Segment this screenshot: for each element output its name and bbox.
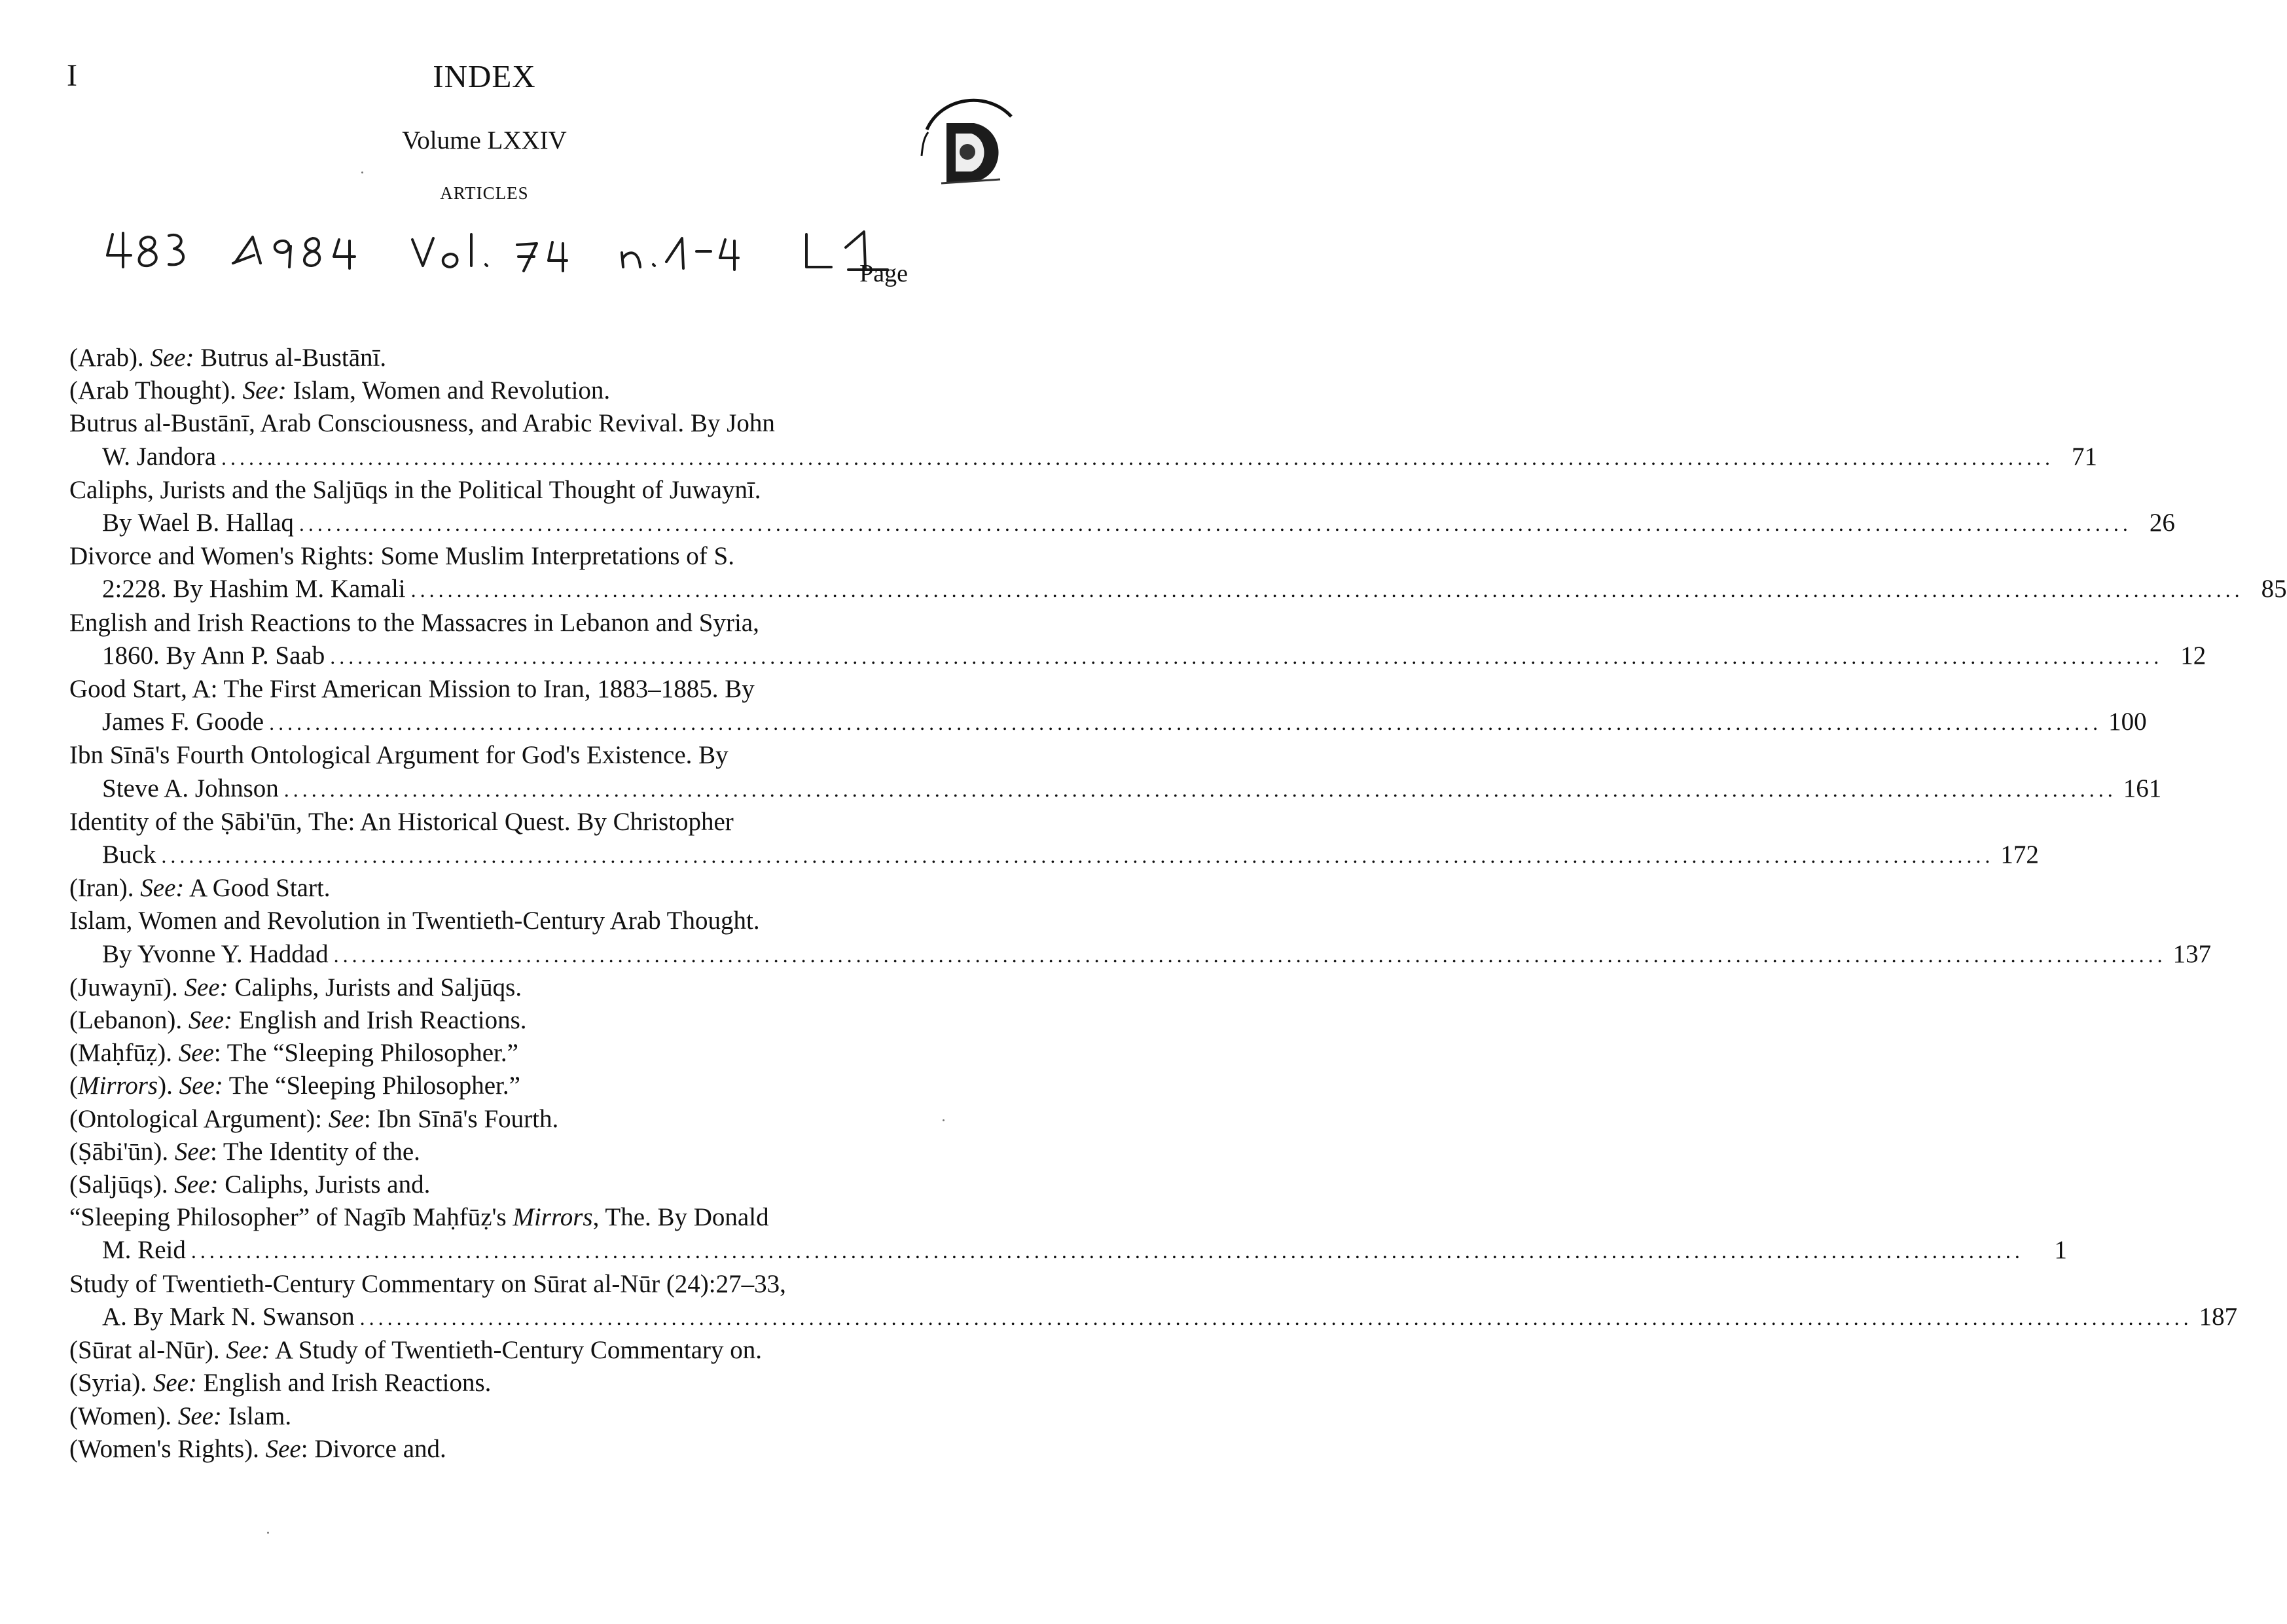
- entry-subject: (Women's Rights).: [69, 1434, 266, 1463]
- page-number: I: [67, 58, 77, 93]
- article-entry: [69, 905, 2212, 971]
- entry-subject: (Iran).: [69, 874, 141, 903]
- article-title: Ibn Sīnā's Fourth Ontological Argument for God's Existence. By: [69, 741, 729, 770]
- entry-subject: (Juwaynī).: [69, 973, 185, 1001]
- page-number-ref: 161: [2123, 774, 2162, 803]
- cross-reference-entry: [69, 1103, 915, 1136]
- page-number-ref: 172: [2000, 840, 2039, 869]
- see-label: See: [174, 1137, 210, 1166]
- entry-subject: (Arab Thought).: [69, 376, 243, 405]
- see-label: See:: [174, 1170, 219, 1199]
- library-stamp-logo: [915, 84, 1011, 208]
- page-number-ref: 137: [2172, 939, 2212, 968]
- entry-subject: (Sūrat al-Nūr).: [69, 1336, 226, 1365]
- page-number-ref: 26: [2149, 509, 2175, 537]
- article-entry: [69, 474, 2175, 540]
- entry-subject: (Maḥfūẓ).: [69, 1039, 179, 1068]
- cross-reference-entry: [69, 1070, 915, 1102]
- page-title: INDEX: [433, 58, 536, 94]
- article-title: English and Irish Reactions to the Massacres in Lebanon and Syria,: [69, 608, 759, 637]
- article-author: James F. Goode: [102, 708, 264, 736]
- page-column-label: Page: [859, 260, 908, 287]
- page-number-ref: 100: [2108, 708, 2147, 736]
- article-author: 2:228. By Hashim M. Kamali: [102, 575, 406, 604]
- see-label: See:: [242, 376, 287, 405]
- cross-reference-entry: [69, 1136, 915, 1168]
- entry-subject: (Lebanon).: [69, 1006, 189, 1035]
- article-entry: [69, 739, 2162, 805]
- scan-speck: [943, 1119, 945, 1121]
- dot-leader: ........................................................................................................................................................................................................: [161, 844, 1994, 868]
- article-title: Good Start, A: The First American Mission to Iran, 1883–1885. By: [69, 675, 755, 704]
- cross-reference-entry: [69, 1367, 915, 1399]
- article-title: Butrus al-Bustānī, Arab Consciousness, and Arabic Revival. By John: [69, 409, 775, 438]
- see-label: See:: [179, 1072, 223, 1100]
- entry-reference: : Divorce and.: [300, 1434, 446, 1463]
- scan-speck: [361, 171, 363, 173]
- entry-reference: The “Sleeping Philosopher.”: [223, 1072, 520, 1100]
- cross-reference-entry: [69, 971, 915, 1004]
- article-author: By Wael B. Hallaq: [102, 509, 294, 537]
- see-label: See: [178, 1039, 214, 1068]
- entry-reference: English and Irish Reactions.: [196, 1369, 492, 1398]
- article-title: Study of Twentieth-Century Commentary on Sūrat al-Nūr (24):27–33,: [69, 1269, 786, 1298]
- cross-reference-entry: [69, 1037, 915, 1070]
- article-title: Caliphs, Jurists and the Saljūqs in the Political Thought of Juwaynī.: [69, 475, 761, 504]
- dot-leader: ........................................................................................................................................................................................................: [283, 777, 2117, 801]
- dot-leader: ........................................................................................................................................................................................................: [410, 578, 2244, 602]
- entry-subject: (Women).: [69, 1401, 178, 1430]
- see-label: See:: [153, 1369, 197, 1398]
- page-number-ref: 85: [2261, 575, 2287, 604]
- see-label: See:: [150, 344, 194, 372]
- see-label: See:: [226, 1336, 270, 1365]
- article-author: 1860. By Ann P. Saab: [102, 641, 325, 670]
- see-label: See:: [177, 1401, 222, 1430]
- page-number-ref: 12: [2180, 641, 2206, 670]
- entry-reference: Caliphs, Jurists and.: [218, 1170, 431, 1199]
- entry-reference: A Study of Twentieth-Century Commentary on.: [270, 1336, 763, 1365]
- cross-reference-entry: [69, 342, 915, 374]
- article-title: Identity of the Ṣābi'ūn, The: An Historical Quest. By Christopher: [69, 807, 734, 836]
- entry-reference: Islam, Women and Revolution.: [286, 376, 611, 405]
- page-number-ref: 1: [2054, 1236, 2067, 1265]
- article-entry: [69, 607, 2206, 673]
- volume-label: Volume LXXIV: [402, 126, 567, 154]
- article-entry: [69, 1201, 2067, 1267]
- cross-reference-entry: [69, 1334, 915, 1367]
- article-author: W. Jandora: [102, 442, 217, 471]
- entry-reference: Islam.: [221, 1401, 292, 1430]
- entry-reference: : Ibn Sīnā's Fourth.: [363, 1104, 559, 1133]
- entry-reference: : The “Sleeping Philosopher.”: [213, 1039, 518, 1068]
- dot-leader: ........................................................................................................................................................................................................: [298, 512, 2132, 536]
- entry-subject: (Ontological Argument):: [69, 1104, 329, 1133]
- article-entry: [69, 806, 2039, 872]
- cross-reference-entry: [69, 1400, 915, 1433]
- article-entry: [69, 1268, 2238, 1334]
- entry-reference: : The Identity of the.: [209, 1137, 420, 1166]
- see-label: See:: [140, 874, 185, 903]
- see-label: See:: [184, 973, 228, 1001]
- entry-reference: Caliphs, Jurists and Saljūqs.: [228, 973, 522, 1001]
- article-title: Islam, Women and Revolution in Twentieth-Century Arab Thought.: [69, 907, 760, 935]
- page-number-ref: 71: [2072, 442, 2098, 471]
- handwritten-note: [105, 208, 916, 280]
- dot-leader: ........................................................................................................................................................................................................: [221, 445, 2055, 469]
- dot-leader: ........................................................................................................................................................................................................: [269, 711, 2102, 735]
- article-title: Divorce and Women's Rights: Some Muslim Interpretations of S.: [69, 542, 734, 571]
- see-label: See:: [188, 1006, 233, 1035]
- entry-reference: A Good Start.: [184, 874, 331, 903]
- entry-subject: (Saljūqs).: [69, 1170, 175, 1199]
- article-author: Buck: [102, 840, 156, 869]
- scan-speck: [267, 1532, 269, 1534]
- article-entry: [69, 673, 2147, 739]
- entry-reference: English and Irish Reactions.: [232, 1006, 527, 1035]
- dot-leader: ........................................................................................................................................................................................................: [330, 644, 2163, 668]
- article-author: By Yvonne Y. Haddad: [102, 939, 329, 968]
- dot-leader: ........................................................................................................................................................................................................: [359, 1305, 2193, 1329]
- entry-subject: (Syria).: [69, 1369, 153, 1398]
- dot-leader: ........................................................................................................................................................................................................: [333, 943, 2167, 967]
- see-label: See: [328, 1104, 364, 1133]
- entry-subject: (Mirrors).: [69, 1072, 179, 1100]
- see-label: See: [265, 1434, 301, 1463]
- article-author: A. By Mark N. Swanson: [102, 1302, 355, 1331]
- article-entry: [69, 540, 2287, 606]
- cross-reference-entry: [69, 1168, 915, 1201]
- cross-reference-entry: [69, 374, 915, 407]
- cross-reference-entry: [69, 1004, 915, 1037]
- entry-reference: Butrus al-Bustānī.: [194, 344, 387, 372]
- article-author: Steve A. Johnson: [102, 774, 279, 803]
- entry-subject: (Ṣābi'ūn).: [69, 1137, 175, 1166]
- cross-reference-entry: [69, 872, 915, 905]
- index-entries: [69, 342, 2287, 1466]
- entry-subject: (Arab).: [69, 344, 151, 372]
- cross-reference-entry: [69, 1433, 915, 1466]
- article-author: M. Reid: [102, 1236, 186, 1265]
- article-title: “Sleeping Philosopher” of Nagīb Maḥfūẓ's Mirrors, The. By Donald: [69, 1203, 769, 1232]
- section-heading: ARTICLES: [440, 183, 529, 203]
- dot-leader: ........................................................................................................................................................................................................: [190, 1239, 2024, 1263]
- article-entry: [69, 407, 2098, 473]
- page-number-ref: 187: [2199, 1302, 2238, 1331]
